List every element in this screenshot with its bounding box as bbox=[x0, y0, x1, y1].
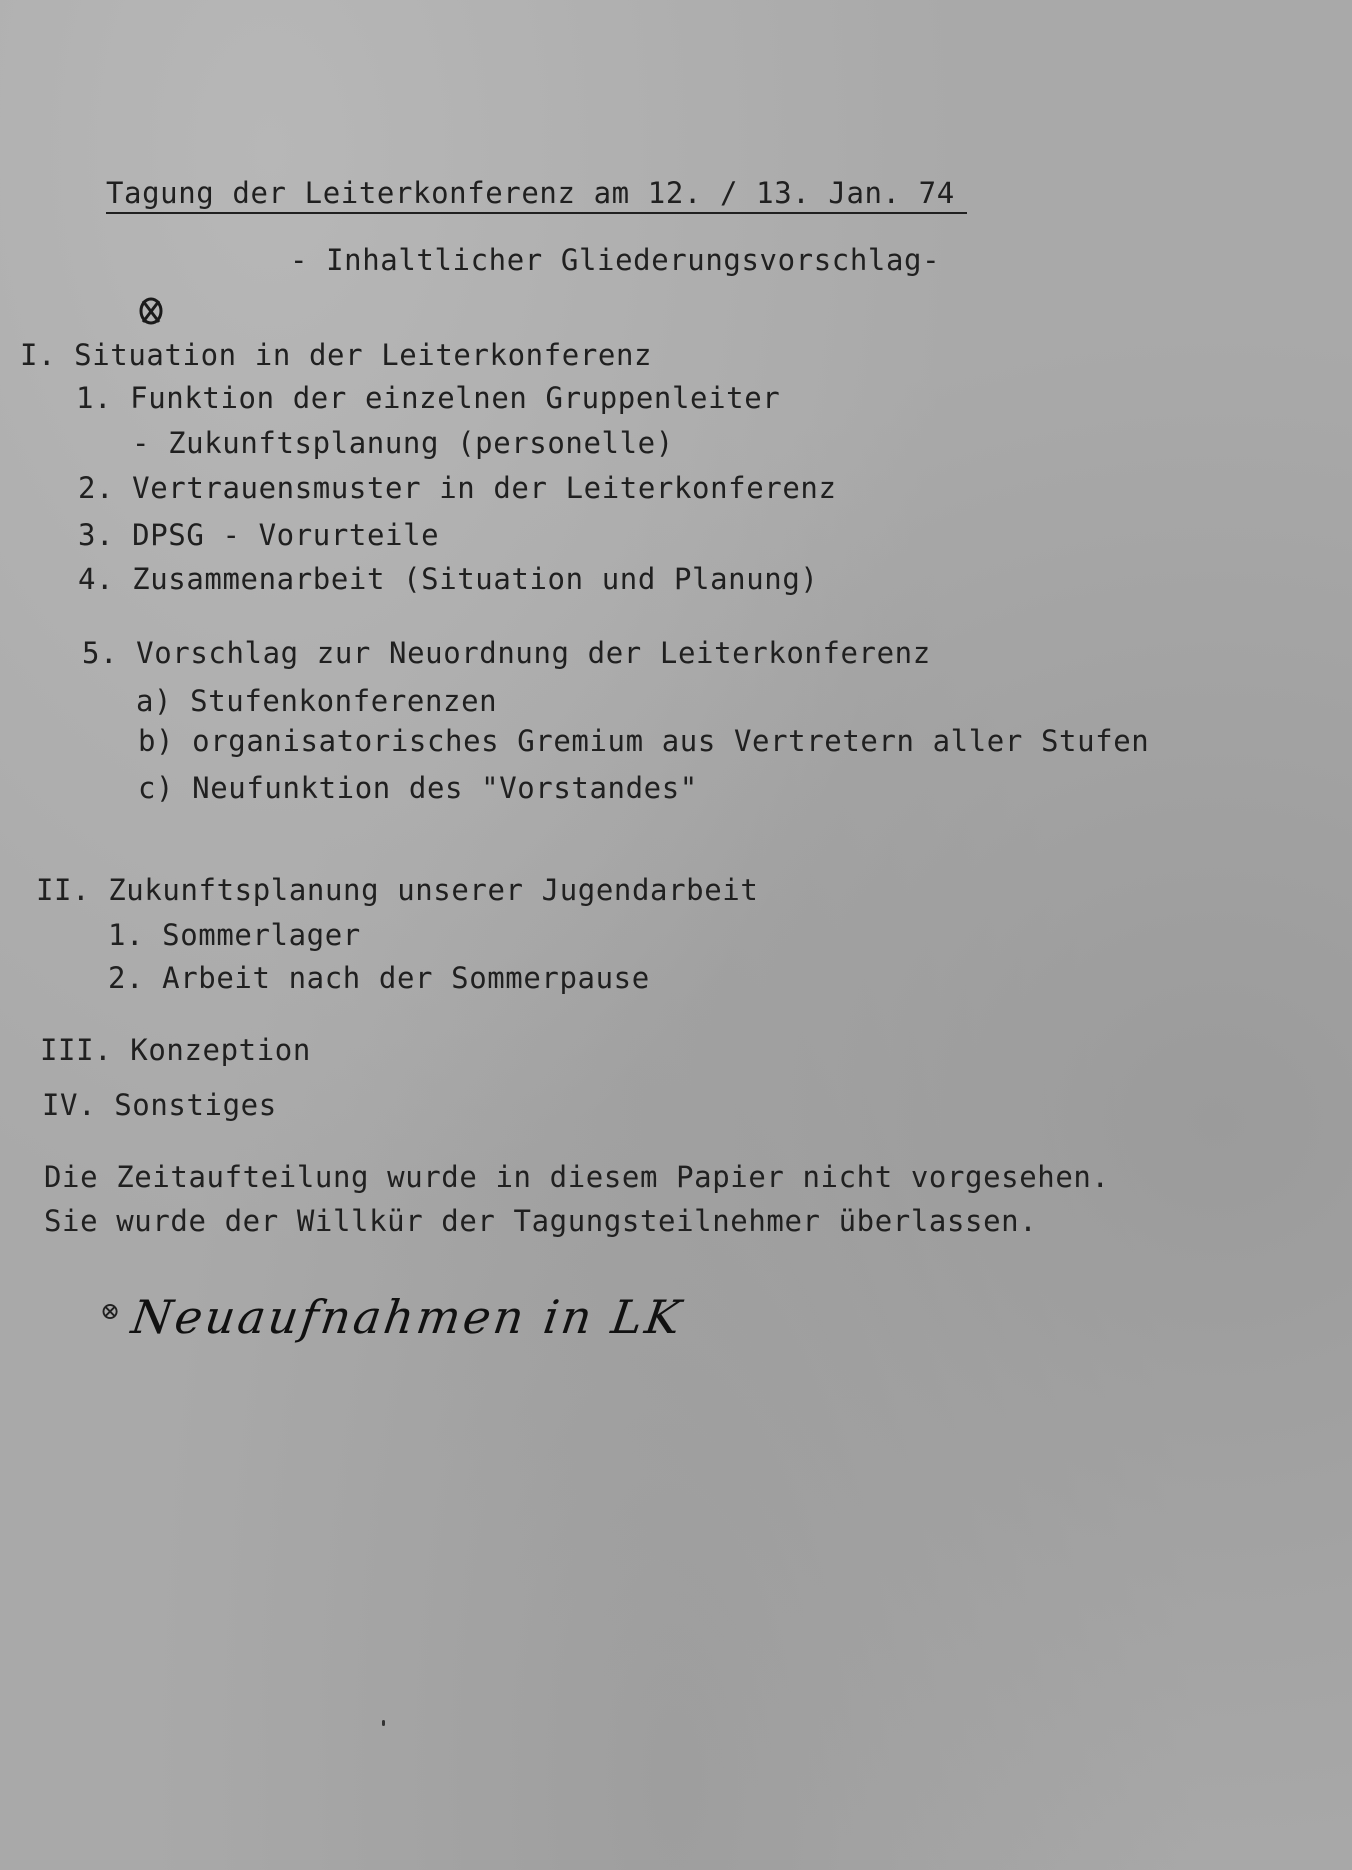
section-2-item-1: 1. Sommerlager bbox=[108, 918, 361, 952]
section-2-item-2: 2. Arbeit nach der Sommerpause bbox=[108, 961, 650, 995]
handwritten-note bbox=[100, 1290, 687, 1344]
section-1-item-3: 3. DPSG - Vorurteile bbox=[78, 518, 440, 552]
section-2-heading: II. Zukunftsplanung unserer Jugendarbeit bbox=[36, 873, 759, 907]
section-4-heading: IV. Sonstiges bbox=[42, 1088, 277, 1122]
section-1-item-5b: b) organisatorisches Gremium aus Vertretern aller Stufen bbox=[138, 724, 1150, 758]
section-1-item-5a: a) Stufenkonferenzen bbox=[136, 684, 498, 718]
handwritten-note-text: Neuaufnahmen in LK bbox=[128, 1290, 687, 1344]
section-1-item-5c: c) Neufunktion des "Vorstandes" bbox=[138, 771, 698, 805]
section-3-heading: III. Konzeption bbox=[40, 1033, 311, 1067]
document-title: Tagung der Leiterkonferenz am 12. / 13. Jan. 74 bbox=[106, 176, 967, 214]
handwritten-mark-icon: ⊗ bbox=[100, 1297, 121, 1325]
section-1-item-4: 4. Zusammenarbeit (Situation und Planung) bbox=[78, 562, 819, 596]
section-1-item-2: 2. Vertrauensmuster in der Leiterkonferenz bbox=[78, 471, 837, 505]
circled-x-mark-icon bbox=[138, 296, 164, 326]
document-subtitle: - Inhaltlicher Gliederungsvorschlag- bbox=[290, 243, 941, 277]
paper-speck bbox=[382, 1720, 385, 1726]
closing-line-2: Sie wurde der Willkür der Tagungsteilnehmer überlassen. bbox=[44, 1204, 1038, 1238]
section-1-heading: I. Situation in der Leiterkonferenz bbox=[20, 338, 653, 372]
closing-line-1: Die Zeitaufteilung wurde in diesem Papier nicht vorgesehen. bbox=[44, 1160, 1110, 1194]
section-1-item-1: 1. Funktion der einzelnen Gruppenleiter bbox=[76, 381, 781, 415]
section-1-item-1-sub: - Zukunftsplanung (personelle) bbox=[132, 426, 674, 460]
section-1-item-5: 5. Vorschlag zur Neuordnung der Leiterkonferenz bbox=[82, 636, 931, 670]
